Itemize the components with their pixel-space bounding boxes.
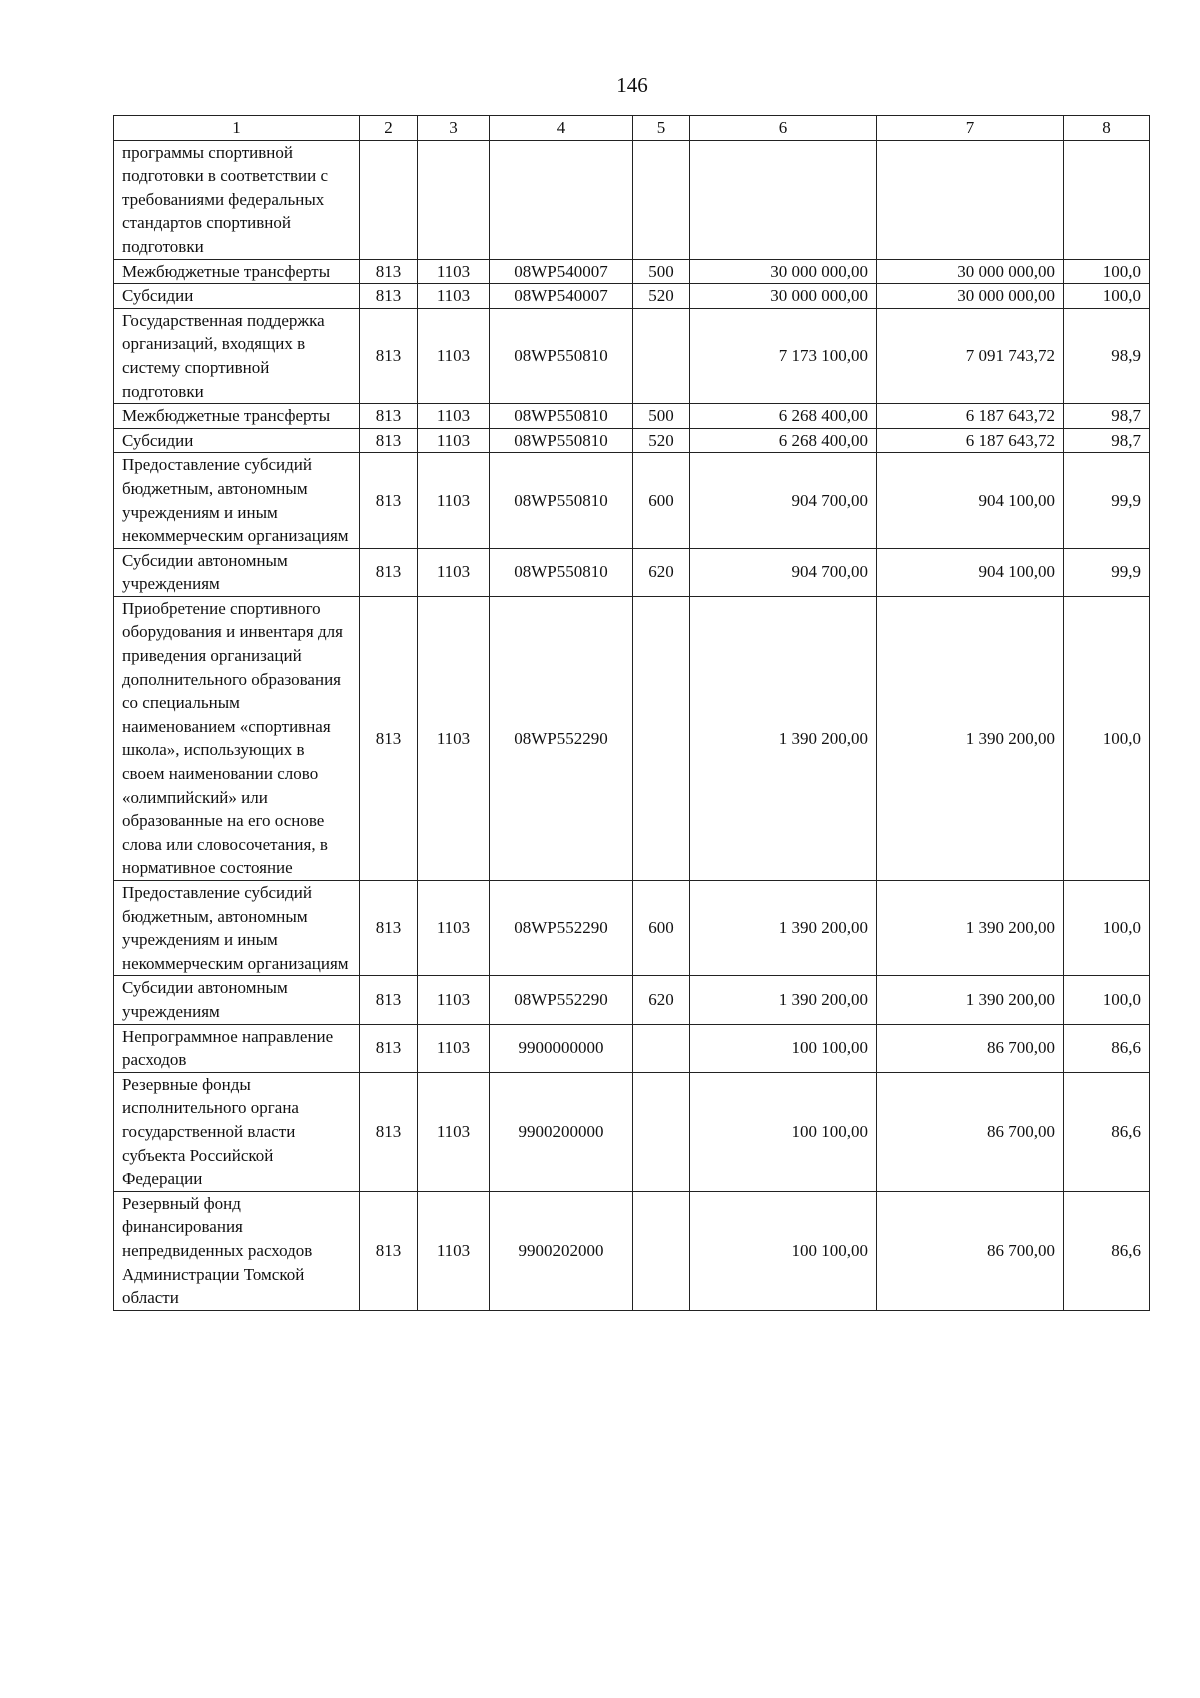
cell-section-code: 1103 [418,1191,490,1310]
budget-table [113,115,1150,1311]
header-col-3: 3 [418,116,490,141]
cell-target-code: 08WP552290 [490,596,633,880]
header-col-5: 5 [633,116,690,141]
cell-actual: 86 700,00 [877,1191,1064,1310]
header-col-4: 4 [490,116,633,141]
cell-ministry-code: 813 [360,1072,418,1191]
cell-ministry-code [360,140,418,259]
cell-actual: 904 100,00 [877,453,1064,548]
cell-expense-type [633,1191,690,1310]
row-name: Резервные фонды исполнительного органа государственной власти субъекта Российской Федерации [114,1072,360,1191]
cell-expense-type [633,308,690,403]
cell-section-code: 1103 [418,596,490,880]
row-name: Государственная поддержка организаций, входящих в систему спортивной подготовки [114,308,360,403]
cell-target-code: 08WP550810 [490,308,633,403]
cell-expense-type [633,1072,690,1191]
table-row [114,881,1150,976]
cell-section-code: 1103 [418,404,490,429]
cell-ministry-code: 813 [360,1191,418,1310]
cell-percent: 100,0 [1064,284,1150,309]
cell-section-code [418,140,490,259]
cell-percent: 98,9 [1064,308,1150,403]
cell-expense-type: 500 [633,259,690,284]
cell-target-code: 08WP540007 [490,259,633,284]
row-name: Межбюджетные трансферты [114,259,360,284]
row-name: Межбюджетные трансферты [114,404,360,429]
cell-section-code: 1103 [418,308,490,403]
cell-ministry-code: 813 [360,259,418,284]
cell-ministry-code: 813 [360,976,418,1024]
cell-section-code: 1103 [418,1072,490,1191]
cell-expense-type [633,596,690,880]
header-col-7: 7 [877,116,1064,141]
cell-target-code: 9900202000 [490,1191,633,1310]
cell-ministry-code: 813 [360,404,418,429]
cell-section-code: 1103 [418,428,490,453]
cell-actual: 7 091 743,72 [877,308,1064,403]
cell-section-code: 1103 [418,284,490,309]
cell-expense-type: 500 [633,404,690,429]
cell-target-code [490,140,633,259]
table-row [114,548,1150,596]
cell-percent: 100,0 [1064,976,1150,1024]
table-row [114,1191,1150,1310]
cell-planned: 7 173 100,00 [690,308,877,403]
cell-percent: 100,0 [1064,259,1150,284]
cell-percent: 98,7 [1064,404,1150,429]
cell-actual: 86 700,00 [877,1024,1064,1072]
cell-target-code: 08WP550810 [490,453,633,548]
cell-target-code: 08WP552290 [490,976,633,1024]
cell-planned: 904 700,00 [690,548,877,596]
cell-planned: 100 100,00 [690,1072,877,1191]
row-name: Субсидии [114,284,360,309]
cell-percent: 86,6 [1064,1072,1150,1191]
cell-actual: 904 100,00 [877,548,1064,596]
cell-target-code: 9900000000 [490,1024,633,1072]
cell-planned: 30 000 000,00 [690,284,877,309]
cell-percent [1064,140,1150,259]
cell-target-code: 08WP550810 [490,428,633,453]
table-row [114,308,1150,403]
cell-expense-type: 520 [633,284,690,309]
cell-ministry-code: 813 [360,453,418,548]
cell-ministry-code: 813 [360,284,418,309]
cell-ministry-code: 813 [360,308,418,403]
cell-planned: 1 390 200,00 [690,596,877,880]
cell-actual [877,140,1064,259]
cell-actual: 86 700,00 [877,1072,1064,1191]
cell-planned: 1 390 200,00 [690,881,877,976]
cell-planned: 100 100,00 [690,1024,877,1072]
table-row [114,1072,1150,1191]
row-name: Приобретение спортивного оборудования и инвентаря для приведения организаций дополнительного образования со специальным наименованием «спортивная школа», использующих в своем наименовании слово «олимпийский» или образованные на его основе слова или словосочетания, в нормативное состояние [114,596,360,880]
row-name: Предоставление субсидий бюджетным, автономным учреждениям и иным некоммерческим организациям [114,453,360,548]
row-name: программы спортивной подготовки в соответствии с требованиями федеральных стандартов спортивной подготовки [114,140,360,259]
cell-expense-type: 620 [633,976,690,1024]
page-number: 146 [616,73,648,97]
cell-planned [690,140,877,259]
cell-percent: 100,0 [1064,596,1150,880]
table-row [114,976,1150,1024]
cell-planned: 100 100,00 [690,1191,877,1310]
table-row [114,596,1150,880]
row-name: Резервный фонд финансирования непредвиденных расходов Администрации Томской области [114,1191,360,1310]
cell-target-code: 08WP540007 [490,284,633,309]
cell-actual: 1 390 200,00 [877,881,1064,976]
cell-expense-type: 620 [633,548,690,596]
table-row [114,259,1150,284]
table-row [114,453,1150,548]
cell-percent: 98,7 [1064,428,1150,453]
row-name: Субсидии автономным учреждениям [114,548,360,596]
cell-percent: 99,9 [1064,548,1150,596]
cell-section-code: 1103 [418,548,490,596]
table-row [114,1024,1150,1072]
row-name: Субсидии [114,428,360,453]
cell-percent: 100,0 [1064,881,1150,976]
cell-planned: 1 390 200,00 [690,976,877,1024]
row-name: Предоставление субсидий бюджетным, автономным учреждениям и иным некоммерческим организациям [114,881,360,976]
cell-target-code: 08WP550810 [490,404,633,429]
cell-planned: 6 268 400,00 [690,404,877,429]
table-row [114,404,1150,429]
row-name: Непрограммное направление расходов [114,1024,360,1072]
cell-target-code: 08WP550810 [490,548,633,596]
table-row [114,428,1150,453]
row-name: Субсидии автономным учреждениям [114,976,360,1024]
cell-ministry-code: 813 [360,596,418,880]
header-row [114,116,1150,141]
cell-ministry-code: 813 [360,548,418,596]
header-col-8: 8 [1064,116,1150,141]
cell-expense-type: 520 [633,428,690,453]
cell-expense-type: 600 [633,881,690,976]
cell-ministry-code: 813 [360,881,418,976]
cell-target-code: 9900200000 [490,1072,633,1191]
header-col-2: 2 [360,116,418,141]
cell-planned: 30 000 000,00 [690,259,877,284]
cell-section-code: 1103 [418,453,490,548]
cell-actual: 1 390 200,00 [877,596,1064,880]
cell-actual: 30 000 000,00 [877,259,1064,284]
cell-percent: 86,6 [1064,1024,1150,1072]
cell-percent: 86,6 [1064,1191,1150,1310]
cell-section-code: 1103 [418,1024,490,1072]
cell-actual: 1 390 200,00 [877,976,1064,1024]
cell-target-code: 08WP552290 [490,881,633,976]
cell-actual: 30 000 000,00 [877,284,1064,309]
table-row [114,284,1150,309]
cell-ministry-code: 813 [360,1024,418,1072]
cell-planned: 904 700,00 [690,453,877,548]
cell-section-code: 1103 [418,976,490,1024]
cell-expense-type: 600 [633,453,690,548]
header-col-1: 1 [114,116,360,141]
cell-actual: 6 187 643,72 [877,404,1064,429]
cell-percent: 99,9 [1064,453,1150,548]
table-row [114,140,1150,259]
cell-expense-type [633,1024,690,1072]
cell-ministry-code: 813 [360,428,418,453]
cell-section-code: 1103 [418,881,490,976]
cell-expense-type [633,140,690,259]
cell-actual: 6 187 643,72 [877,428,1064,453]
header-col-6: 6 [690,116,877,141]
cell-section-code: 1103 [418,259,490,284]
cell-planned: 6 268 400,00 [690,428,877,453]
